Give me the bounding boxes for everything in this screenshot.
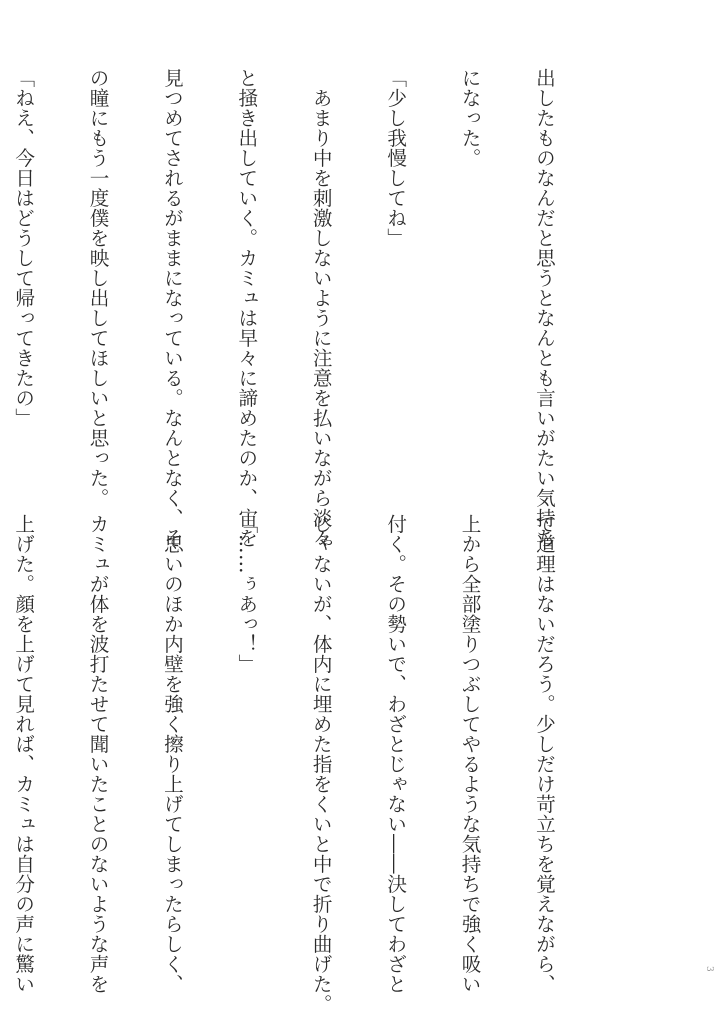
text-line: 思いのほか内壁を強く擦り上げてしまったらしく、 — [160, 514, 184, 994]
text-line: 上から全部塗りつぶしてやるような気持ちで強く吸い — [458, 514, 482, 994]
text-line: 「ねえ、今日はどうして帰ってきたの」 — [11, 68, 35, 428]
text-line: の瞳にもう一度僕を映し出してほしいと思った。 — [86, 68, 110, 508]
text-line: 見つめてされるがままになっている。なんとなく、そ — [160, 68, 184, 548]
text-line: になった。 — [458, 68, 482, 168]
text-line: あまり中を刺激しないように注意を払いながら淡々 — [309, 68, 333, 548]
text-line: カミュが体を波打たせて聞いたことのないような声を — [86, 514, 110, 994]
text-line: 「少し我慢してね」 — [383, 68, 407, 248]
text-line: て道理はないだろう。少しだけ苛立ちを覚えながら、 — [532, 514, 556, 994]
text-line: 出したものなんだと思うとなんとも言いがたい気持ち — [532, 68, 556, 548]
text-line: と掻き出していく。カミュは早々に諦めたのか、宙を — [234, 68, 258, 548]
text-line: じゃないが、体内に埋めた指をくいと中で折り曲げた。 — [309, 514, 333, 1014]
text-line: 付く。その勢いで、わざとじゃない――決してわざと — [383, 514, 407, 994]
page-number: 3 — [704, 966, 714, 972]
text-block-bottom — [0, 514, 605, 1014]
text-block-top — [0, 68, 605, 548]
text-line: 上げた。顔を上げて見れば、カミュは自分の声に驚い — [11, 514, 35, 994]
text-line: 「……ぅあっ！」 — [234, 514, 258, 674]
